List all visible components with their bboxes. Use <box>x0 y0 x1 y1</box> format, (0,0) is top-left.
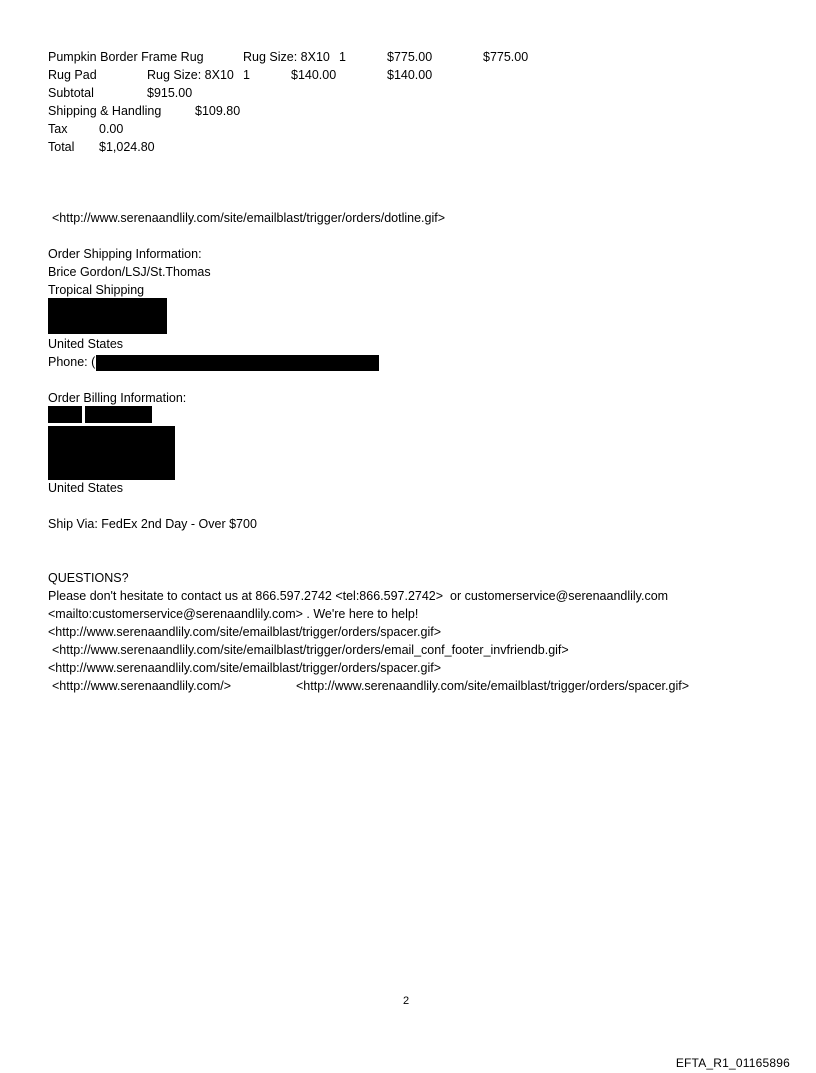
spacer-link-2[interactable]: <http://www.serenaandlily.com/site/emailblast/trigger/orders/spacer.gif> <box>48 661 442 675</box>
billing-address-redaction <box>48 426 175 480</box>
shipping-heading: Order Shipping Information: <box>48 247 202 261</box>
shipping-address-redaction <box>48 298 167 334</box>
item-1-total: $775.00 <box>483 50 529 64</box>
shipping-value: $109.80 <box>195 104 241 118</box>
questions-contact-line[interactable]: Please don't hesitate to contact us at 866.597.2742 <tel:866.597.2742> or customerservice@serenaandlily.com <box>48 589 669 603</box>
billing-first-name-redaction <box>48 406 82 423</box>
item-2-price: $140.00 <box>291 68 337 82</box>
item-1-size: Rug Size: 8X10 <box>243 50 330 64</box>
subtotal-value: $915.00 <box>147 86 193 100</box>
item-2-total: $140.00 <box>387 68 433 82</box>
shipping-label: Shipping & Handling <box>48 104 162 118</box>
item-1-price: $775.00 <box>387 50 433 64</box>
total-value: $1,024.80 <box>99 140 155 154</box>
billing-heading: Order Billing Information: <box>48 391 187 405</box>
shipping-phone-label: Phone: ( <box>48 355 96 369</box>
spacer-link-3[interactable]: <http://www.serenaandlily.com/site/emailblast/trigger/orders/spacer.gif> <box>296 679 690 693</box>
item-1-qty: 1 <box>339 50 346 64</box>
spacer-link-1[interactable]: <http://www.serenaandlily.com/site/emailblast/trigger/orders/spacer.gif> <box>48 625 442 639</box>
page-number: 2 <box>403 995 410 1007</box>
billing-last-name-redaction <box>85 406 152 423</box>
item-2-size: Rug Size: 8X10 <box>147 68 234 82</box>
invite-friend-link[interactable]: <http://www.serenaandlily.com/site/emailblast/trigger/orders/email_conf_footer_invfriendb.gif> <box>52 643 569 657</box>
subtotal-label: Subtotal <box>48 86 94 100</box>
ship-via: Ship Via: FedEx 2nd Day - Over $700 <box>48 517 257 531</box>
tax-value: 0.00 <box>99 122 124 136</box>
shipping-company: Tropical Shipping <box>48 283 145 297</box>
questions-heading: QUESTIONS? <box>48 571 129 585</box>
dotline-link[interactable]: <http://www.serenaandlily.com/site/emailblast/trigger/orders/dotline.gif> <box>52 211 446 225</box>
item-2-qty: 1 <box>243 68 250 82</box>
billing-country: United States <box>48 481 124 495</box>
homepage-link[interactable]: <http://www.serenaandlily.com/> <box>52 679 232 693</box>
shipping-country: United States <box>48 337 124 351</box>
item-2-name: Rug Pad <box>48 68 97 82</box>
tax-label: Tax <box>48 122 68 136</box>
document-id: EFTA_R1_01165896 <box>675 1056 790 1070</box>
item-1-name: Pumpkin Border Frame Rug <box>48 50 204 64</box>
questions-mailto-line[interactable]: <mailto:customerservice@serenaandlily.com> . We're here to help! <box>48 607 419 621</box>
shipping-name: Brice Gordon/LSJ/St.Thomas <box>48 265 211 279</box>
shipping-phone-redaction <box>96 355 379 371</box>
total-label: Total <box>48 140 75 154</box>
